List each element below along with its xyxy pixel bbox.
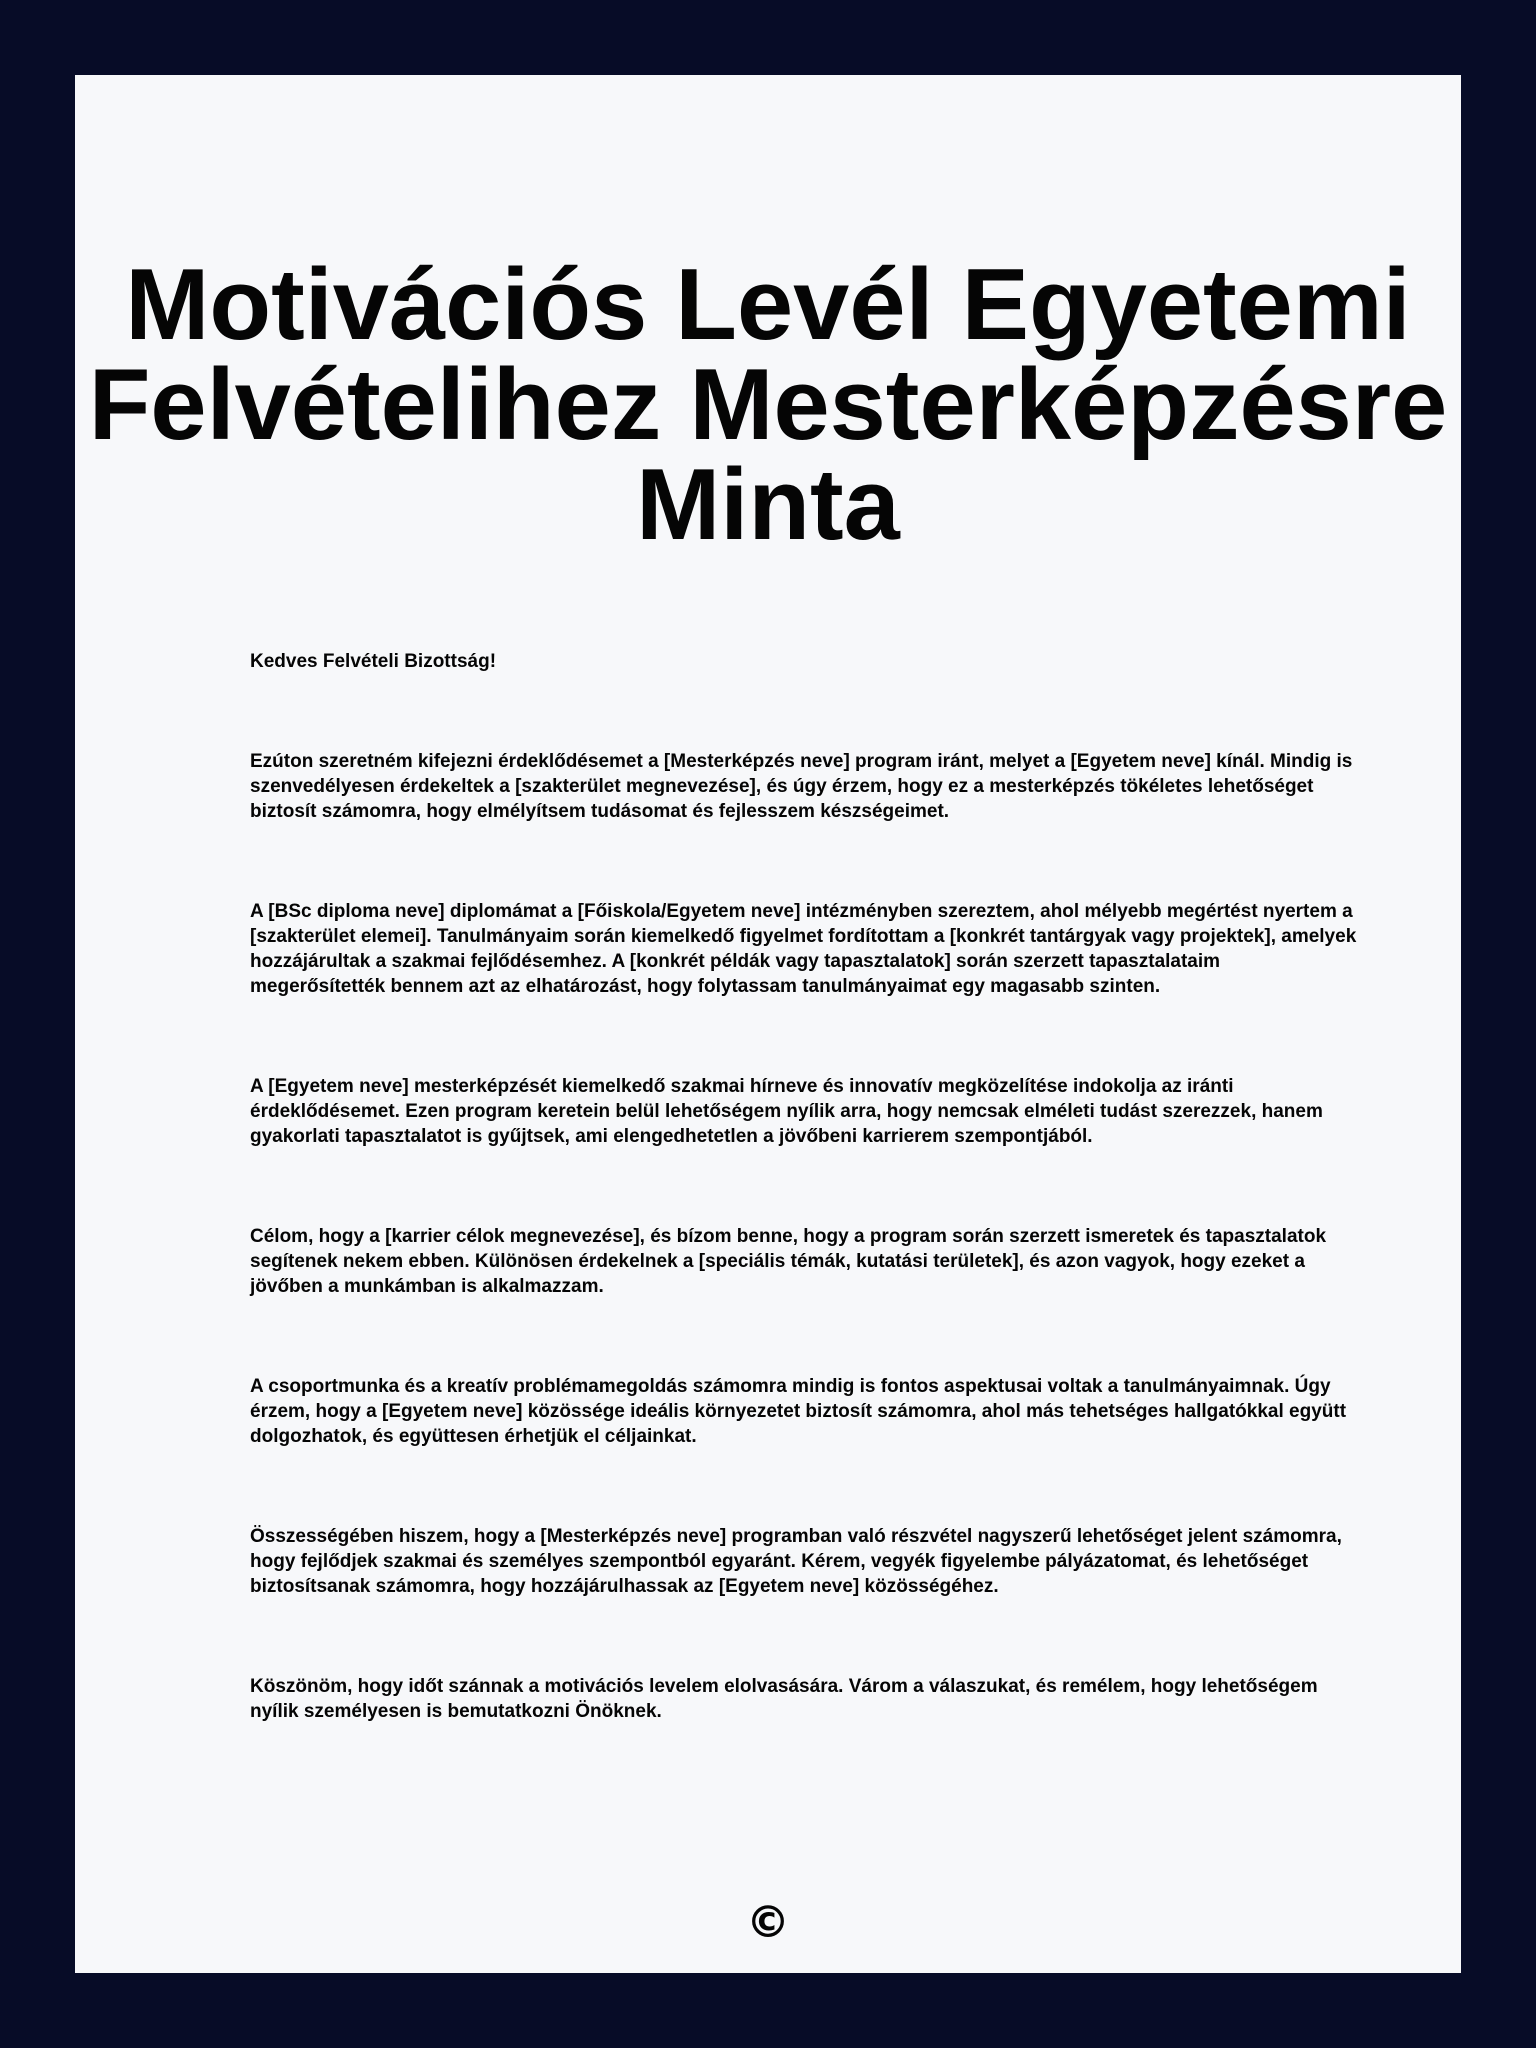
letter-body — [250, 649, 1360, 1724]
paragraph-closing: Köszönöm, hogy időt szánnak a motivációs levelem elolvasására. Várom a válaszukat, és remélem, hogy lehetőségem nyílik személyesen is bemutatkozni Önöknek. — [250, 1676, 1318, 1722]
paragraph-interest: Ezúton szeretném kifejezni érdeklődésemet a [Mesterképzés neve] program iránt, melyet a [Egyetem neve] kínál. Mindig is szenvedélyesen érdekeltek a [szakterület megnevezése], és úgy érzem, hogy ez a mesterképzés tökéletes lehetőséget biztosít számomra, hogy elmélyítsem tudásomat és fejlesszem készségeimet. — [250, 751, 1353, 822]
salutation: Kedves Felvételi Bizottság! — [250, 651, 497, 672]
paragraph-university-choice: A [Egyetem neve] mesterképzését kiemelkedő szakmai hírneve és innovatív megközelítése indokolja az iránti érdeklődésemet. Ezen program keretein belül lehetőségem nyílik arra, hogy nemcsak elméleti tudást szerezzek, hanem gyakorlati tapasztalatot is gyűjtsek, ami elengedhetetlen a jövőbeni karrierem szempontjából. — [250, 1076, 1323, 1147]
paragraph-teamwork: A csoportmunka és a kreatív problémamegoldás számomra mindig is fontos aspektusai voltak a tanulmányaimnak. Úgy érzem, hogy a [Egyetem neve] közössége ideális környezetet biztosít számomra, ahol más tehetséges hallgatókkal együtt dolgozhatok, és együttesen érhetjük el céljainkat. — [250, 1376, 1347, 1447]
paragraph-education: A [BSc diploma neve] diplomámat a [Főiskola/Egyetem neve] intézményben szereztem, ahol mélyebb megértést nyertem a [szakterület elemei]. Tanulmányaim során kiemelkedő figyelmet fordítottam a [konkrét tantárgyak vagy projektek], amelyek hozzájárultak a szakmai fejlődésemhez. A [konkrét példák vagy tapasztalatok] során szerzett tapasztalataim megerősítették bennem azt az elhatározást, hogy folytassam tanulmányaimat egy magasabb szinten. — [250, 901, 1357, 997]
copyright-icon: © — [746, 1897, 790, 1948]
document-title: Motivációs Levél Egyetemi Felvételihez Mesterképzésre Minta — [88, 249, 1448, 561]
document-page — [75, 75, 1461, 1973]
paragraph-summary: Összességében hiszem, hogy a [Mesterképzés neve] programban való részvétel nagyszerű lehetőséget jelent számomra, hogy fejlődjek szakmai és személyes szempontból egyaránt. Kérem, vegyék figyelembe pályázatomat, és lehetőséget biztosítsanak számomra, hogy hozzájárulhassak az [Egyetem neve] közösségéhez. — [250, 1526, 1342, 1597]
paragraph-career-goals: Célom, hogy a [karrier célok megnevezése], és bízom benne, hogy a program során szerzett ismeretek és tapasztalatok segítenek nekem ebben. Különösen érdekelnek a [speciális témák, kutatási területek], és azon vagyok, hogy ezeket a jövőben a munkámban is alkalmazzam. — [250, 1226, 1327, 1297]
